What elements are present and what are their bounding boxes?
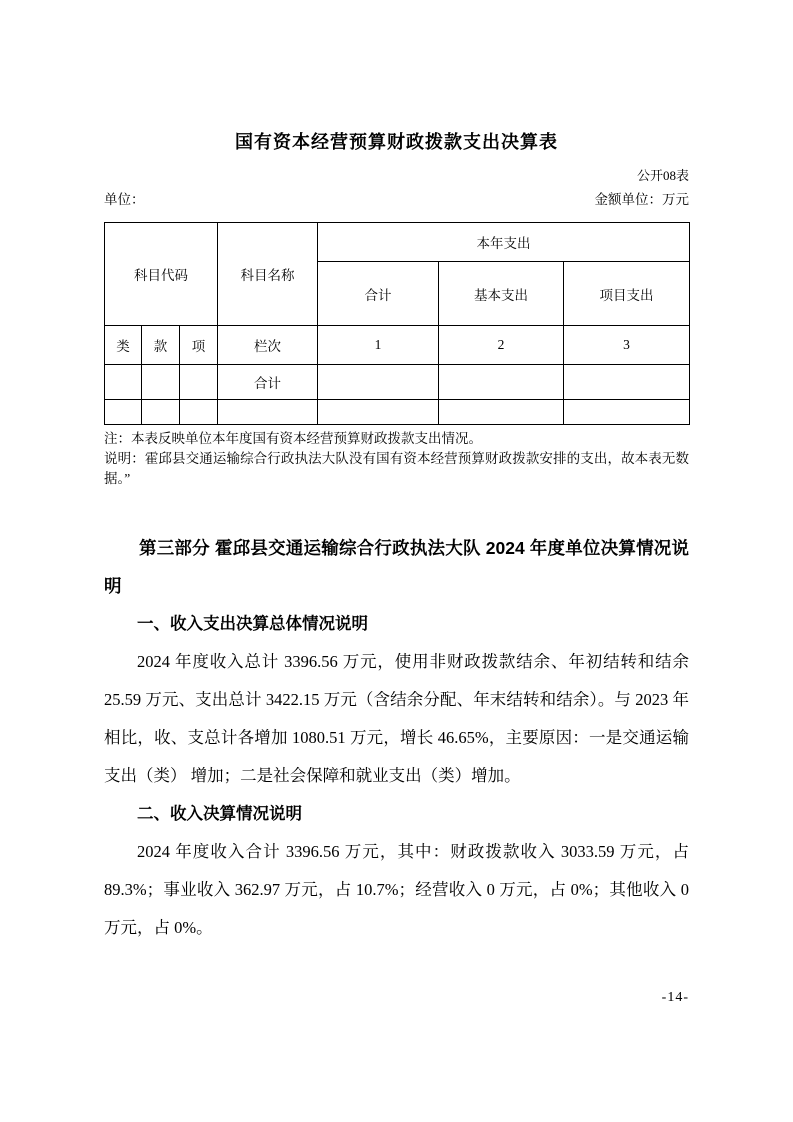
table-cell [218,400,318,425]
header-colnum-2: 2 [439,326,564,365]
header-col-project: 项目支出 [564,262,690,326]
header-col-basic: 基本支出 [439,262,564,326]
paragraph-income-detail: 2024 年度收入合计 3396.56 万元，其中：财政拨款收入 3033.59 万元，占 89.3%；事业收入 362.97 万元，占 10.7%；经营收入 0 万元，占 0%；其他收入 0 万元，占 0%。 [104,842,689,937]
section1-heading: 一、收入支出决算总体情况说明 [137,615,368,633]
table-cell [439,400,564,425]
header-colnum-3: 3 [564,326,690,365]
header-subject-name: 科目名称 [218,223,318,326]
header-col-total: 合计 [318,262,439,326]
table-cell [564,400,690,425]
header-year-expenditure: 本年支出 [318,223,690,262]
table-row [105,400,690,425]
table-cell [564,365,690,400]
header-sub-item: 项 [180,326,218,365]
table-cell [105,400,142,425]
part3-heading: 第三部分 霍邱县交通运输综合行政执法大队 2024 年度单位决算情况说明 [104,538,689,596]
table-explanation: 说明：霍邱县交通运输综合行政执法大队没有国有资本经营预算财政拨款安排的支出，故本表无数据。” [104,451,689,486]
amount-unit-label: 金额单位：万元 [594,192,689,207]
page-number: -14- [661,990,689,1005]
table-cell [439,365,564,400]
budget-table [104,222,690,425]
unit-label: 单位： [104,192,145,207]
table-row [105,365,690,400]
header-sub-class: 类 [105,326,142,365]
page-title: 国有资本经营预算财政拨款支出决算表 [235,132,558,152]
table-cell [180,400,218,425]
paragraph-income-expenditure-overview: 2024 年度收入总计 3396.56 万元，使用非财政拨款结余、年初结转和结余 25.59 万元、支出总计 3422.15 万元（含结余分配、年末结转和结余）。与 2023 年相比，收、支总计各增加 1080.51 万元，增长 46.65%，主要原因：一是交通运输支出（类） 增加；二是社会保障和就业支出（类）增加。 [104,652,689,785]
table-cell [318,400,439,425]
header-colnum-1: 1 [318,326,439,365]
table-cell [180,365,218,400]
unit-row [104,190,689,209]
header-lanci: 栏次 [218,326,318,365]
section2-heading: 二、收入决算情况说明 [137,805,302,823]
table-note: 注：本表反映单位本年度国有资本经营预算财政拨款支出情况。 [104,431,482,446]
header-subject-code: 科目代码 [105,223,218,326]
table-code-label: 公开08表 [636,168,689,183]
table-cell [105,365,142,400]
table-cell [142,365,180,400]
header-sub-kuan: 款 [142,326,180,365]
table-cell [142,400,180,425]
table-cell [318,365,439,400]
table-notes [104,429,689,489]
table-cell-total-label: 合计 [218,365,318,400]
